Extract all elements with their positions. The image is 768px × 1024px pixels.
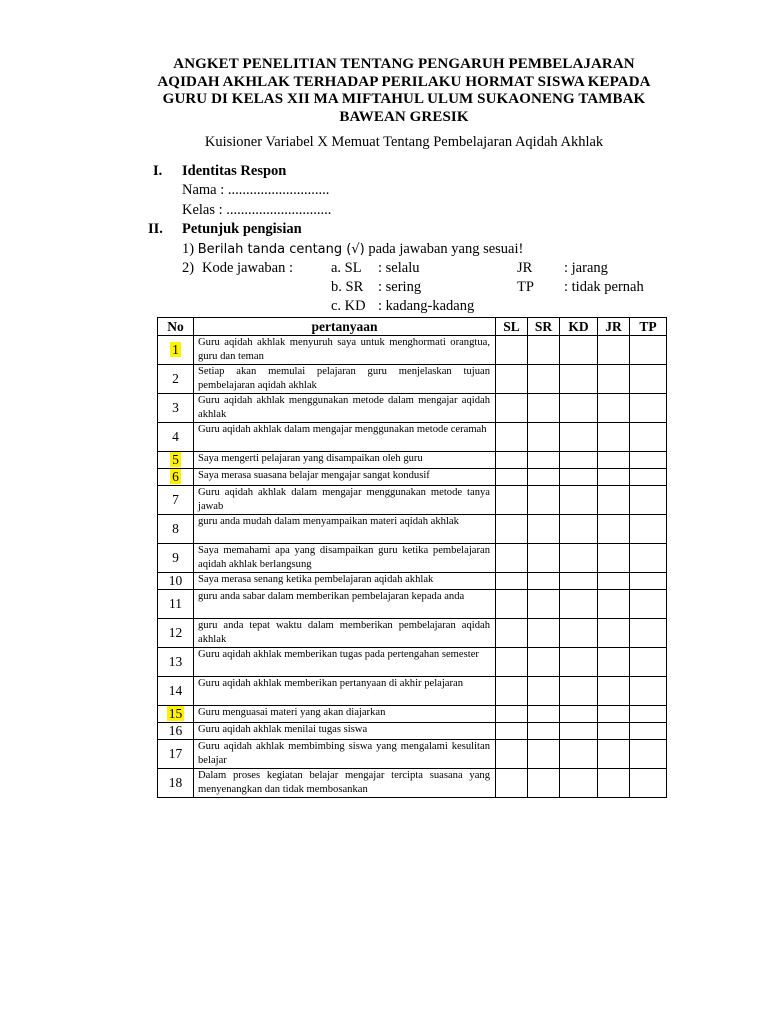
row-number: 4 bbox=[158, 423, 194, 452]
answer-cell-sr[interactable] bbox=[528, 469, 560, 486]
row-number: 8 bbox=[158, 515, 194, 544]
answer-cell-sl[interactable] bbox=[496, 486, 528, 515]
answer-cell-jr[interactable] bbox=[598, 648, 630, 677]
answer-cell-jr[interactable] bbox=[598, 706, 630, 723]
answer-cell-tp[interactable] bbox=[630, 706, 667, 723]
header-pertanyaan: pertanyaan bbox=[194, 318, 496, 336]
question-text: Setiap akan memulai pelajaran guru menjelaskan tujuan pembelajaran aqidah akhlak bbox=[194, 365, 496, 394]
code-sl-value: : selalu bbox=[378, 260, 420, 276]
row-number: 16 bbox=[158, 723, 194, 740]
answer-cell-sr[interactable] bbox=[528, 515, 560, 544]
header-jr: JR bbox=[598, 318, 630, 336]
instruction-1-text-b: pada jawaban yang sesuai! bbox=[368, 241, 524, 257]
question-text: Guru aqidah akhlak menyuruh saya untuk menghormati orangtua, guru dan teman bbox=[194, 336, 496, 365]
section2-heading: Petunjuk pengisian bbox=[182, 221, 302, 237]
document-subtitle: Kuisioner Variabel X Memuat Tentang Pembelajaran Aqidah Akhlak bbox=[204, 134, 604, 150]
code-jr-value: : jarang bbox=[564, 260, 608, 276]
answer-cell-kd[interactable] bbox=[560, 452, 598, 469]
row-number-cell bbox=[158, 706, 194, 723]
table-row bbox=[158, 740, 667, 769]
header-tp: TP bbox=[630, 318, 667, 336]
table-row bbox=[158, 723, 667, 740]
answer-cell-tp[interactable] bbox=[630, 423, 667, 452]
answer-cell-jr[interactable] bbox=[598, 486, 630, 515]
answer-cell-kd[interactable] bbox=[560, 515, 598, 544]
row-number-cell bbox=[158, 336, 194, 365]
answer-cell-jr[interactable] bbox=[598, 452, 630, 469]
question-text: Saya mengerti pelajaran yang disampaikan oleh guru bbox=[194, 452, 496, 469]
answer-cell-tp[interactable] bbox=[630, 590, 667, 619]
row-number: 14 bbox=[158, 677, 194, 706]
question-text: Guru aqidah akhlak memberikan pertanyaan di akhir pelajaran bbox=[194, 677, 496, 706]
answer-cell-jr[interactable] bbox=[598, 423, 630, 452]
row-number: 9 bbox=[158, 544, 194, 573]
row-number: 15 bbox=[168, 706, 183, 721]
answer-cell-sl[interactable] bbox=[496, 740, 528, 769]
answer-cell-sr[interactable] bbox=[528, 486, 560, 515]
title-line-3: GURU DI KELAS XII MA MIFTAHUL ULUM SUKAONENG TAMBAK bbox=[162, 91, 646, 107]
answer-cell-jr[interactable] bbox=[598, 740, 630, 769]
code-kd-value: : kadang-kadang bbox=[378, 298, 475, 314]
answer-cell-kd[interactable] bbox=[560, 573, 598, 590]
title-line-1: ANGKET PENELITIAN TENTANG PENGARUH PEMBELAJARAN bbox=[173, 56, 635, 72]
answer-cell-kd[interactable] bbox=[560, 723, 598, 740]
table-row bbox=[158, 706, 667, 723]
table-row bbox=[158, 423, 667, 452]
row-number-cell bbox=[158, 452, 194, 469]
answer-cell-sr[interactable] bbox=[528, 723, 560, 740]
questionnaire-table bbox=[157, 317, 667, 798]
answer-cell-jr[interactable] bbox=[598, 394, 630, 423]
answer-cell-sl[interactable] bbox=[496, 365, 528, 394]
answer-cell-sr[interactable] bbox=[528, 706, 560, 723]
answer-cell-jr[interactable] bbox=[598, 469, 630, 486]
answer-cell-tp[interactable] bbox=[630, 769, 667, 798]
table-row bbox=[158, 365, 667, 394]
table-row bbox=[158, 677, 667, 706]
answer-cell-kd[interactable] bbox=[560, 423, 598, 452]
answer-cell-jr[interactable] bbox=[598, 723, 630, 740]
row-number: 13 bbox=[158, 648, 194, 677]
question-text: Guru aqidah akhlak memberikan tugas pada pertengahan semester bbox=[194, 648, 496, 677]
row-number: 17 bbox=[158, 740, 194, 769]
answer-cell-kd[interactable] bbox=[560, 590, 598, 619]
row-number: 6 bbox=[172, 469, 179, 484]
question-text: Saya merasa senang ketika pembelajaran aqidah akhlak bbox=[194, 573, 496, 590]
code-sl-key: a. SL bbox=[331, 260, 362, 276]
answer-cell-jr[interactable] bbox=[598, 515, 630, 544]
answer-cell-sr[interactable] bbox=[528, 648, 560, 677]
title-line-2: AQIDAH AKHLAK TERHADAP PERILAKU HORMAT SISWA KEPADA bbox=[157, 73, 651, 90]
code-sr-value: : sering bbox=[378, 279, 422, 295]
question-text: guru anda tepat waktu dalam memberikan pembelajaran aqidah akhlak bbox=[194, 619, 496, 648]
answer-cell-kd[interactable] bbox=[560, 677, 598, 706]
section2-number: II. bbox=[148, 221, 163, 237]
answer-cell-kd[interactable] bbox=[560, 648, 598, 677]
instruction-1-text-a: Berilah tanda centang (√) bbox=[197, 242, 365, 257]
code-tp-value: : tidak pernah bbox=[564, 279, 644, 295]
code-tp-key: TP bbox=[517, 279, 534, 295]
section1-number: I. bbox=[153, 163, 163, 179]
answer-cell-tp[interactable] bbox=[630, 677, 667, 706]
table-row bbox=[158, 619, 667, 648]
question-text: guru anda sabar dalam memberikan pembelajaran kepada anda bbox=[194, 590, 496, 619]
answer-cell-sr[interactable] bbox=[528, 619, 560, 648]
code-jr-key: JR bbox=[517, 260, 533, 276]
row-number: 3 bbox=[158, 394, 194, 423]
table-row bbox=[158, 544, 667, 573]
answer-cell-sr[interactable] bbox=[528, 423, 560, 452]
answer-cell-jr[interactable] bbox=[598, 769, 630, 798]
answer-cell-sr[interactable] bbox=[528, 769, 560, 798]
table-header-row bbox=[158, 318, 667, 336]
answer-cell-jr[interactable] bbox=[598, 336, 630, 365]
answer-cell-kd[interactable] bbox=[560, 769, 598, 798]
code-kd-key: c. KD bbox=[331, 298, 366, 314]
answer-cell-sr[interactable] bbox=[528, 544, 560, 573]
row-number: 11 bbox=[158, 590, 194, 619]
question-text: Guru aqidah akhlak menggunakan metode dalam mengajar aqidah akhlak bbox=[194, 394, 496, 423]
question-text: Guru aqidah akhlak dalam mengajar menggunakan metode ceramah bbox=[194, 423, 496, 452]
answer-cell-tp[interactable] bbox=[630, 469, 667, 486]
answer-cell-jr[interactable] bbox=[598, 619, 630, 648]
answer-cell-jr[interactable] bbox=[598, 544, 630, 573]
question-text: Saya merasa suasana belajar mengajar sangat kondusif bbox=[194, 469, 496, 486]
row-number: 10 bbox=[158, 573, 194, 590]
header-sr: SR bbox=[528, 318, 560, 336]
answer-cell-kd[interactable] bbox=[560, 544, 598, 573]
answer-cell-sl[interactable] bbox=[496, 336, 528, 365]
answer-cell-sr[interactable] bbox=[528, 590, 560, 619]
answer-cell-sl[interactable] bbox=[496, 515, 528, 544]
answer-cell-tp[interactable] bbox=[630, 619, 667, 648]
question-text: Guru aqidah akhlak membimbing siswa yang mengalami kesulitan belajar bbox=[194, 740, 496, 769]
table-row bbox=[158, 648, 667, 677]
table-row bbox=[158, 486, 667, 515]
header-sl: SL bbox=[496, 318, 528, 336]
instruction-1-number: 1) bbox=[182, 241, 195, 257]
row-number: 7 bbox=[158, 486, 194, 515]
answer-cell-sl[interactable] bbox=[496, 590, 528, 619]
question-text: guru anda mudah dalam menyampaikan materi aqidah akhlak bbox=[194, 515, 496, 544]
answer-cell-tp[interactable] bbox=[630, 544, 667, 573]
answer-cell-sl[interactable] bbox=[496, 452, 528, 469]
answer-cell-tp[interactable] bbox=[630, 515, 667, 544]
answer-cell-sl[interactable] bbox=[496, 769, 528, 798]
kelas-field: Kelas : ............................. bbox=[182, 202, 332, 218]
row-number-cell bbox=[158, 469, 194, 486]
answer-cell-kd[interactable] bbox=[560, 619, 598, 648]
table-row bbox=[158, 515, 667, 544]
answer-cell-sl[interactable] bbox=[496, 394, 528, 423]
answer-cell-tp[interactable] bbox=[630, 336, 667, 365]
answer-cell-sl[interactable] bbox=[496, 723, 528, 740]
table-row bbox=[158, 769, 667, 798]
table-row bbox=[158, 452, 667, 469]
question-text: Saya memahami apa yang disampaikan guru ketika pembelajaran aqidah akhlak berlangsung bbox=[194, 544, 496, 573]
answer-cell-kd[interactable] bbox=[560, 336, 598, 365]
answer-cell-sl[interactable] bbox=[496, 469, 528, 486]
question-text: Dalam proses kegiatan belajar mengajar tercipta suasana yang menyenangkan dan tidak membosankan bbox=[194, 769, 496, 798]
answer-cell-tp[interactable] bbox=[630, 452, 667, 469]
answer-cell-tp[interactable] bbox=[630, 740, 667, 769]
answer-cell-sl[interactable] bbox=[496, 573, 528, 590]
answer-cell-jr[interactable] bbox=[598, 590, 630, 619]
row-number: 2 bbox=[158, 365, 194, 394]
answer-cell-sr[interactable] bbox=[528, 573, 560, 590]
header-no: No bbox=[158, 318, 194, 336]
answer-cell-jr[interactable] bbox=[598, 677, 630, 706]
answer-cell-sl[interactable] bbox=[496, 706, 528, 723]
table-row bbox=[158, 469, 667, 486]
answer-cell-tp[interactable] bbox=[630, 394, 667, 423]
answer-cell-sr[interactable] bbox=[528, 740, 560, 769]
answer-cell-sr[interactable] bbox=[528, 677, 560, 706]
answer-cell-tp[interactable] bbox=[630, 723, 667, 740]
code-sr-key: b. SR bbox=[331, 279, 364, 295]
answer-cell-sr[interactable] bbox=[528, 452, 560, 469]
answer-cell-tp[interactable] bbox=[630, 486, 667, 515]
instruction-2-label: Kode jawaban : bbox=[202, 260, 293, 276]
row-number: 12 bbox=[158, 619, 194, 648]
section1-heading: Identitas Respon bbox=[182, 163, 287, 179]
answer-cell-kd[interactable] bbox=[560, 740, 598, 769]
row-number: 18 bbox=[158, 769, 194, 798]
title-line-4: BAWEAN GRESIK bbox=[339, 108, 469, 125]
answer-cell-sr[interactable] bbox=[528, 394, 560, 423]
answer-cell-kd[interactable] bbox=[560, 706, 598, 723]
answer-cell-kd[interactable] bbox=[560, 365, 598, 394]
nama-field: Nama : ............................ bbox=[182, 182, 330, 198]
answer-cell-tp[interactable] bbox=[630, 648, 667, 677]
row-number: 1 bbox=[172, 342, 179, 357]
question-text: Guru aqidah akhlak menilai tugas siswa bbox=[194, 723, 496, 740]
answer-cell-sr[interactable] bbox=[528, 365, 560, 394]
answer-cell-tp[interactable] bbox=[630, 365, 667, 394]
table-row bbox=[158, 573, 667, 590]
answer-cell-kd[interactable] bbox=[560, 469, 598, 486]
answer-cell-sl[interactable] bbox=[496, 677, 528, 706]
answer-cell-kd[interactable] bbox=[560, 394, 598, 423]
answer-cell-jr[interactable] bbox=[598, 365, 630, 394]
answer-cell-tp[interactable] bbox=[630, 573, 667, 590]
answer-cell-sl[interactable] bbox=[496, 423, 528, 452]
instruction-1 bbox=[182, 240, 523, 259]
instruction-2-number: 2) bbox=[182, 260, 195, 276]
row-number: 5 bbox=[172, 452, 179, 467]
header-kd: KD bbox=[560, 318, 598, 336]
table-row bbox=[158, 336, 667, 365]
answer-cell-kd[interactable] bbox=[560, 486, 598, 515]
question-text: Guru menguasai materi yang akan diajarkan bbox=[194, 706, 496, 723]
table-row bbox=[158, 590, 667, 619]
answer-cell-sl[interactable] bbox=[496, 648, 528, 677]
answer-cell-sl[interactable] bbox=[496, 619, 528, 648]
document-title bbox=[130, 56, 678, 126]
question-text: Guru aqidah akhlak dalam mengajar menggunakan metode tanya jawab bbox=[194, 486, 496, 515]
answer-cell-jr[interactable] bbox=[598, 573, 630, 590]
table-row bbox=[158, 394, 667, 423]
answer-cell-sl[interactable] bbox=[496, 544, 528, 573]
answer-cell-sr[interactable] bbox=[528, 336, 560, 365]
